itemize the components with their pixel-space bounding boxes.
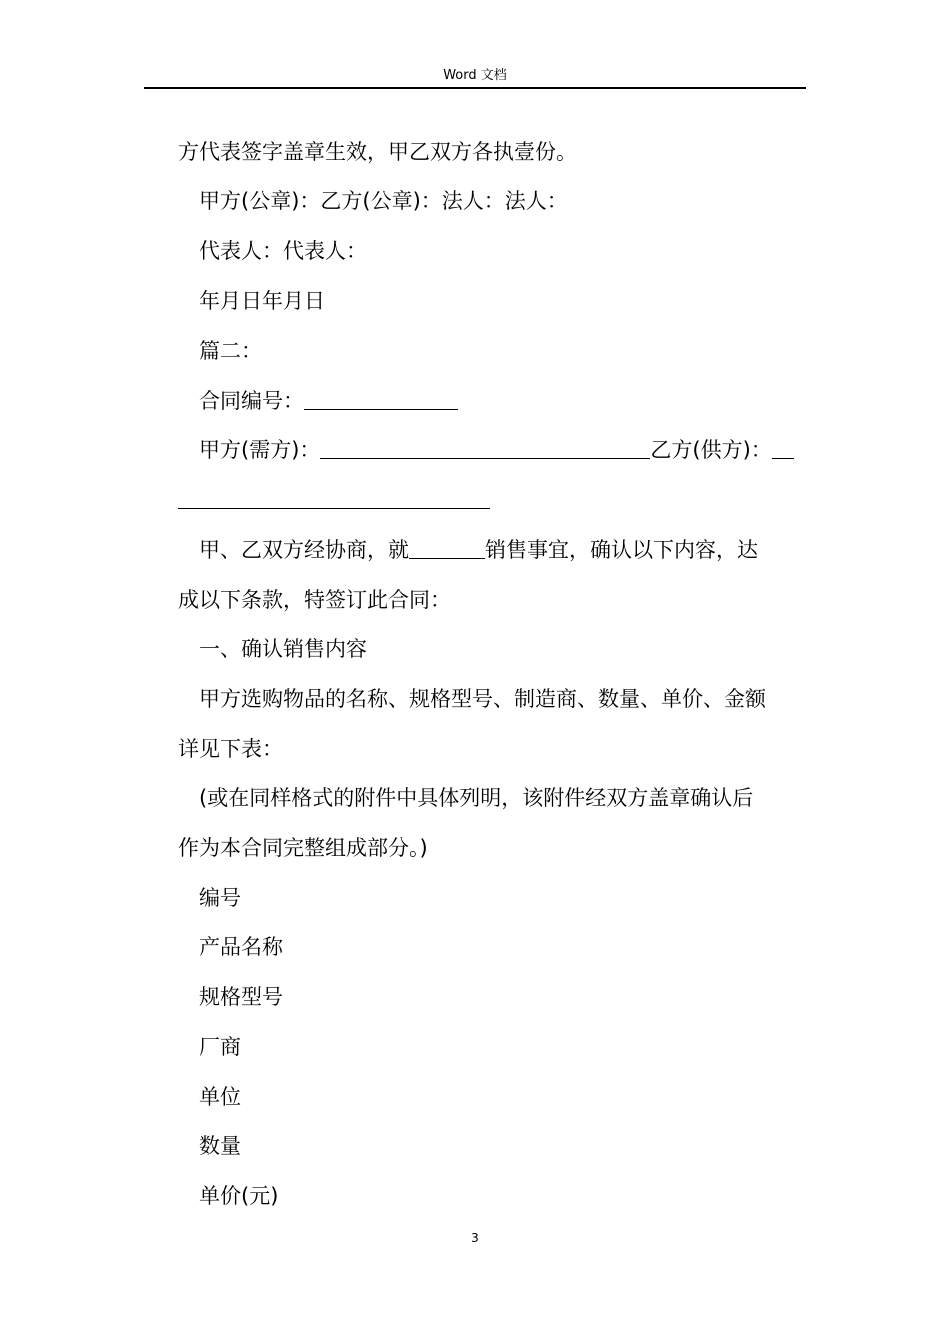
table-field-number: 编号 xyxy=(199,886,241,910)
paragraph-parties xyxy=(199,437,794,463)
paragraph-attachment-note: (或在同样格式的附件中具体列明，该附件经双方盖章确认后 xyxy=(199,786,754,810)
party-a-blank xyxy=(320,439,650,459)
table-field-quantity: 数量 xyxy=(199,1134,241,1158)
contract-number-label: 合同编号： xyxy=(199,389,304,413)
table-field-spec-model: 规格型号 xyxy=(199,985,283,1009)
sales-matter-blank xyxy=(409,539,485,559)
party-b-blank-end xyxy=(178,489,490,509)
table-field-unit: 单位 xyxy=(199,1085,241,1109)
paragraph-seals: 甲方(公章)：乙方(公章)：法人：法人： xyxy=(199,189,568,213)
negotiation-text-start: 甲、乙双方经协商，就 xyxy=(199,538,409,562)
paragraph-attachment-note-cont: 作为本合同完整组成部分。) xyxy=(178,836,428,860)
table-field-product-name: 产品名称 xyxy=(199,935,283,959)
party-b-blank-continuation-line xyxy=(178,487,490,513)
party-a-label: 甲方(需方)： xyxy=(199,438,321,462)
table-field-manufacturer: 厂商 xyxy=(199,1035,241,1059)
contract-number-blank xyxy=(304,390,458,410)
paragraph-negotiation-cont: 成以下条款，特签订此合同： xyxy=(178,588,451,612)
paragraph-dates: 年月日年月日 xyxy=(199,289,325,313)
paragraph-signing-effect: 方代表签字盖章生效，甲乙双方各执壹份。 xyxy=(178,140,577,164)
paragraph-negotiation xyxy=(199,537,758,563)
header-rule xyxy=(144,87,806,89)
paragraph-items-selected: 甲方选购物品的名称、规格型号、制造商、数量、单价、金额 xyxy=(199,687,766,711)
header-title: Word 文档 xyxy=(443,68,507,83)
negotiation-text-end: 销售事宜，确认以下内容，达 xyxy=(485,538,758,562)
clause-heading-confirm-content: 一、确认销售内容 xyxy=(199,637,367,661)
paragraph-contract-number xyxy=(199,388,458,414)
party-b-label: 乙方(供方)： xyxy=(650,438,772,462)
paragraph-representatives: 代表人：代表人： xyxy=(199,239,367,263)
page-number: 3 xyxy=(471,1231,479,1245)
table-field-unit-price: 单价(元) xyxy=(199,1184,279,1208)
party-b-blank-start xyxy=(772,439,794,459)
section-heading-part-two: 篇二： xyxy=(199,339,262,363)
paragraph-items-selected-cont: 详见下表： xyxy=(178,737,283,761)
